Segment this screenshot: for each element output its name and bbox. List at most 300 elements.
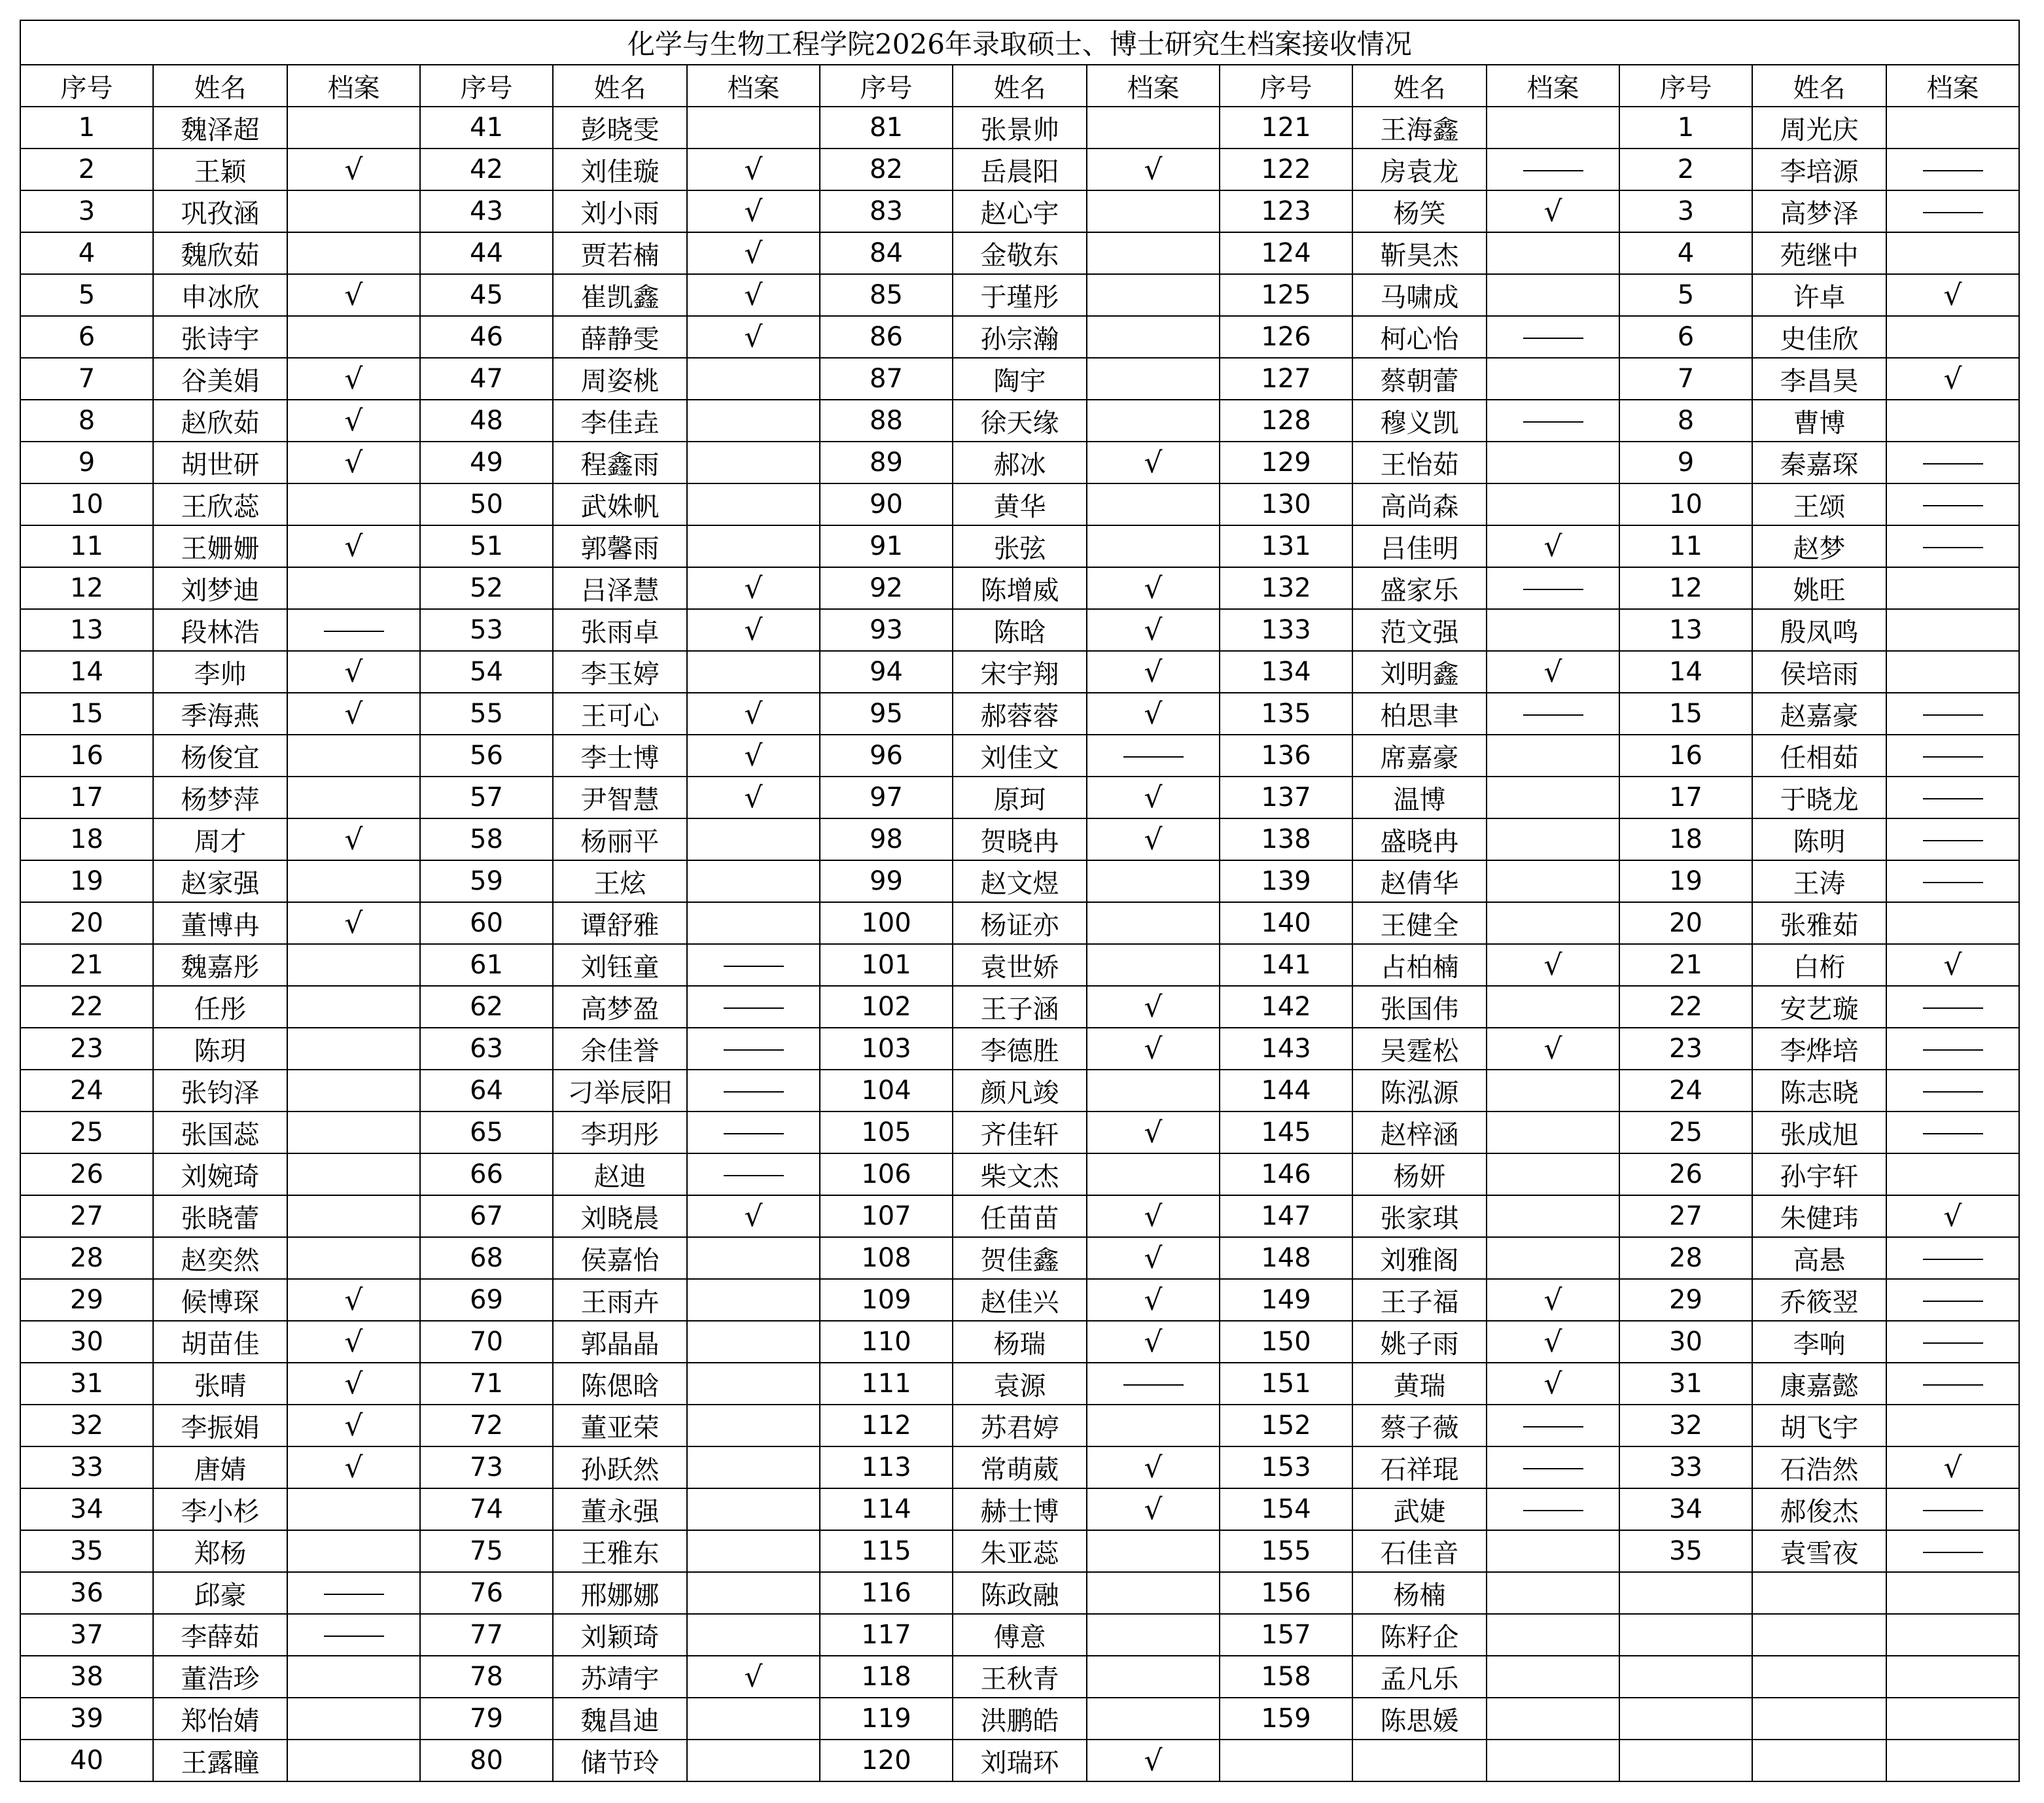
student-name: 赵梦: [1752, 525, 1886, 567]
student-name: 陈思媛: [1352, 1698, 1487, 1740]
row-index: 8: [20, 400, 153, 442]
student-name: 曹博: [1752, 400, 1886, 442]
row-index: 5: [20, 274, 153, 316]
student-name: 刘佳璇: [553, 149, 687, 190]
not-received-dash: [1123, 1384, 1184, 1386]
student-name: 郝冰: [953, 442, 1087, 483]
row-index: 24: [1619, 1070, 1752, 1112]
row-index: 71: [420, 1363, 553, 1405]
student-name: 苏靖宇: [553, 1656, 687, 1698]
archive-status: [287, 693, 420, 735]
student-name: 蔡朝蕾: [1352, 358, 1487, 400]
archive-status: [1087, 400, 1220, 442]
student-name: 赵倩华: [1352, 860, 1487, 902]
archive-status: [287, 316, 420, 358]
archive-status: [1886, 107, 2019, 149]
row-index: 9: [20, 442, 153, 483]
archive-table-sheet: [20, 20, 2020, 1782]
archive-status: [687, 400, 820, 442]
row-index: 35: [20, 1530, 153, 1572]
archive-status: [1087, 944, 1220, 986]
archive-status: [687, 232, 820, 274]
student-name: 傅意: [953, 1614, 1087, 1656]
archive-status: [1087, 1405, 1220, 1446]
archive-status: [1886, 1405, 2019, 1446]
not-received-dash: [1923, 1091, 1983, 1093]
student-name: 尹智慧: [553, 777, 687, 818]
row-index: 147: [1220, 1195, 1352, 1237]
table-row: [20, 902, 2019, 944]
row-index: 25: [20, 1112, 153, 1153]
archive-status: [1487, 693, 1619, 735]
archive-status: [1087, 149, 1220, 190]
student-name: 孙宗瀚: [953, 316, 1087, 358]
archive-status: [687, 1279, 820, 1321]
archive-status: [287, 1028, 420, 1070]
row-index: 25: [1619, 1112, 1752, 1153]
student-name: 安艺璇: [1752, 986, 1886, 1028]
archive-status: [1886, 1279, 2019, 1321]
row-index: 32: [20, 1405, 153, 1446]
archive-status: [1087, 1321, 1220, 1363]
row-index: 123: [1220, 190, 1352, 232]
archive-status: [287, 1363, 420, 1405]
student-name: 陈晗: [953, 609, 1087, 651]
student-name: 孙宇轩: [1752, 1153, 1886, 1195]
row-index: 33: [20, 1446, 153, 1488]
archive-status: [687, 651, 820, 693]
row-index: 18: [20, 818, 153, 860]
archive-status: [1087, 1530, 1220, 1572]
student-name: 张国蕊: [153, 1112, 287, 1153]
header-name: 姓名: [1752, 65, 1886, 107]
received-check-icon: √: [1144, 1325, 1163, 1359]
student-name: 黄华: [953, 483, 1087, 525]
row-index: 27: [1619, 1195, 1752, 1237]
table-row: [20, 1070, 2019, 1112]
student-name: 石佳音: [1352, 1530, 1487, 1572]
row-index: 43: [420, 190, 553, 232]
row-index: 141: [1220, 944, 1352, 986]
archive-status: [687, 1614, 820, 1656]
row-index: 124: [1220, 232, 1352, 274]
student-name: 李玥彤: [553, 1112, 687, 1153]
not-received-dash: [1923, 882, 1983, 883]
not-received-dash: [724, 1133, 784, 1134]
archive-status: [287, 442, 420, 483]
archive-status: [287, 483, 420, 525]
received-check-icon: √: [344, 655, 363, 689]
student-name: 高梦泽: [1752, 190, 1886, 232]
not-received-dash: [324, 1636, 384, 1637]
received-check-icon: √: [344, 1283, 363, 1317]
archive-status: [1886, 860, 2019, 902]
row-index: 115: [820, 1530, 953, 1572]
student-name: 张家琪: [1352, 1195, 1487, 1237]
not-received-dash: [1923, 840, 1983, 841]
student-name: 李昌昊: [1752, 358, 1886, 400]
row-index: 27: [20, 1195, 153, 1237]
student-name: 孟凡乐: [1352, 1656, 1487, 1698]
archive-status: [1886, 986, 2019, 1028]
not-received-dash: [1923, 1049, 1983, 1051]
row-index: 140: [1220, 902, 1352, 944]
archive-status: [1087, 1279, 1220, 1321]
received-check-icon: √: [744, 1199, 763, 1233]
archive-status: [1487, 567, 1619, 609]
archive-status: [287, 986, 420, 1028]
received-check-icon: √: [1543, 1325, 1562, 1359]
table-row: [20, 316, 2019, 358]
archive-status: [287, 1656, 420, 1698]
student-name: 陈明: [1752, 818, 1886, 860]
student-name: 洪鹏皓: [953, 1698, 1087, 1740]
table-row: [20, 483, 2019, 525]
student-name: 范文强: [1352, 609, 1487, 651]
archive-status: [287, 149, 420, 190]
archive-status: [687, 735, 820, 777]
row-index: 41: [420, 107, 553, 149]
student-name: 任彤: [153, 986, 287, 1028]
row-index: 111: [820, 1363, 953, 1405]
archive-status: [1487, 274, 1619, 316]
row-index: 114: [820, 1488, 953, 1530]
received-check-icon: √: [344, 278, 363, 312]
archive-status: [287, 1112, 420, 1153]
received-check-icon: √: [1144, 990, 1163, 1024]
archive-status: [1487, 1405, 1619, 1446]
row-index: 23: [1619, 1028, 1752, 1070]
student-name: 张雨卓: [553, 609, 687, 651]
archive-status: [1087, 818, 1220, 860]
row-index: 150: [1220, 1321, 1352, 1363]
received-check-icon: √: [1144, 571, 1163, 605]
student-name: 李培源: [1752, 149, 1886, 190]
archive-status: [687, 1530, 820, 1572]
row-index: 31: [20, 1363, 153, 1405]
row-index: 49: [420, 442, 553, 483]
archive-status: [1886, 693, 2019, 735]
header-row: [20, 65, 2019, 107]
row-index: 17: [20, 777, 153, 818]
student-name: 吕泽慧: [553, 567, 687, 609]
student-name: 张弦: [953, 525, 1087, 567]
student-name: 李小杉: [153, 1488, 287, 1530]
received-check-icon: √: [744, 278, 763, 312]
student-name: 贾若楠: [553, 232, 687, 274]
row-index: 19: [20, 860, 153, 902]
student-name: 齐佳轩: [953, 1112, 1087, 1153]
archive-status: [687, 693, 820, 735]
archive-status: [287, 735, 420, 777]
student-name: 袁源: [953, 1363, 1087, 1405]
row-index: 148: [1220, 1237, 1352, 1279]
student-name: 邢娜娜: [553, 1572, 687, 1614]
table-row: [20, 1488, 2019, 1530]
student-name: 陶宇: [953, 358, 1087, 400]
archive-status: [1487, 525, 1619, 567]
received-check-icon: √: [1144, 1199, 1163, 1233]
row-index: 46: [420, 316, 553, 358]
archive-status: [1087, 1488, 1220, 1530]
archive-status: [287, 400, 420, 442]
row-index: 11: [20, 525, 153, 567]
archive-status: [687, 944, 820, 986]
archive-status: [287, 1237, 420, 1279]
row-index: 7: [20, 358, 153, 400]
archive-status: [1886, 1028, 2019, 1070]
archive-status: [287, 1698, 420, 1740]
row-index: 54: [420, 651, 553, 693]
student-name: 刁举辰阳: [553, 1070, 687, 1112]
student-name: 王涛: [1752, 860, 1886, 902]
archive-status: [287, 1405, 420, 1446]
archive-status: [1087, 442, 1220, 483]
row-index: 70: [420, 1321, 553, 1363]
archive-status: [687, 860, 820, 902]
received-check-icon: √: [1943, 1450, 1962, 1484]
archive-status: [687, 1656, 820, 1698]
row-index: 3: [1619, 190, 1752, 232]
received-check-icon: √: [344, 697, 363, 731]
table-row: [20, 1698, 2019, 1740]
table-body: [20, 107, 2019, 1781]
archive-status: [1087, 1153, 1220, 1195]
row-index: 48: [420, 400, 553, 442]
student-name: 薛静雯: [553, 316, 687, 358]
row-index: 67: [420, 1195, 553, 1237]
received-check-icon: √: [1543, 194, 1562, 228]
header-name: 姓名: [953, 65, 1087, 107]
row-index: 21: [1619, 944, 1752, 986]
student-name: 魏泽超: [153, 107, 287, 149]
row-index: 11: [1619, 525, 1752, 567]
received-check-icon: √: [1543, 655, 1562, 689]
row-index: 94: [820, 651, 953, 693]
not-received-dash: [1923, 1007, 1983, 1009]
row-index: 77: [420, 1614, 553, 1656]
student-name: 李烨培: [1752, 1028, 1886, 1070]
table-row: [20, 1237, 2019, 1279]
student-name: 吴霆松: [1352, 1028, 1487, 1070]
archive-status: [1886, 1656, 2019, 1698]
student-name: 董永强: [553, 1488, 687, 1530]
row-index: 154: [1220, 1488, 1352, 1530]
not-received-dash: [1523, 170, 1583, 171]
header-index: 序号: [1619, 65, 1752, 107]
table-row: [20, 400, 2019, 442]
archive-status: [287, 1279, 420, 1321]
row-index: 55: [420, 693, 553, 735]
header-file: 档案: [287, 65, 420, 107]
archive-status: [1487, 358, 1619, 400]
archive-status: [287, 190, 420, 232]
row-index: 17: [1619, 777, 1752, 818]
table-row: [20, 149, 2019, 190]
student-name: 殷凤鸣: [1752, 609, 1886, 651]
row-index: 92: [820, 567, 953, 609]
student-name: 袁雪夜: [1752, 1530, 1886, 1572]
archive-status: [1087, 777, 1220, 818]
student-name: 赵嘉豪: [1752, 693, 1886, 735]
student-name: 杨妍: [1352, 1153, 1487, 1195]
student-name: 李薛茹: [153, 1614, 287, 1656]
student-name: 郭晶晶: [553, 1321, 687, 1363]
table-row: [20, 818, 2019, 860]
header-name: 姓名: [153, 65, 287, 107]
student-name: 高梦盈: [553, 986, 687, 1028]
table-row: [20, 1321, 2019, 1363]
archive-status: [1487, 777, 1619, 818]
row-index: 34: [20, 1488, 153, 1530]
not-received-dash: [724, 1175, 784, 1176]
archive-status: [1886, 1572, 2019, 1614]
row-index: 155: [1220, 1530, 1352, 1572]
archive-status: [287, 274, 420, 316]
row-index: 112: [820, 1405, 953, 1446]
row-index: 30: [1619, 1321, 1752, 1363]
not-received-dash: [724, 1007, 784, 1009]
row-index: 86: [820, 316, 953, 358]
archive-status: [1886, 609, 2019, 651]
archive-status: [287, 651, 420, 693]
archive-status: [687, 567, 820, 609]
archive-status: [1886, 1195, 2019, 1237]
student-name: 胡苗佳: [153, 1321, 287, 1363]
archive-status: [687, 1488, 820, 1530]
header-file: 档案: [687, 65, 820, 107]
student-name: 刘小雨: [553, 190, 687, 232]
student-name: 董亚荣: [553, 1405, 687, 1446]
table-row: [20, 1279, 2019, 1321]
row-index: 75: [420, 1530, 553, 1572]
student-name: 赵心宇: [953, 190, 1087, 232]
table-row: [20, 1195, 2019, 1237]
received-check-icon: √: [344, 152, 363, 186]
student-name: 武婕: [1352, 1488, 1487, 1530]
archive-status: [1487, 1446, 1619, 1488]
received-check-icon: √: [1543, 1367, 1562, 1401]
header-file: 档案: [1487, 65, 1619, 107]
archive-status: [1487, 735, 1619, 777]
row-index: 37: [20, 1614, 153, 1656]
row-index: 90: [820, 483, 953, 525]
student-name: 谷美娟: [153, 358, 287, 400]
student-name: 刘梦迪: [153, 567, 287, 609]
archive-status: [1487, 1195, 1619, 1237]
not-received-dash: [1923, 1342, 1983, 1344]
student-name: 朱健玮: [1752, 1195, 1886, 1237]
table-row: [20, 442, 2019, 483]
student-name: 刘佳文: [953, 735, 1087, 777]
student-name: [1752, 1740, 1886, 1781]
received-check-icon: √: [744, 194, 763, 228]
archive-status: [1487, 232, 1619, 274]
row-index: 118: [820, 1656, 953, 1698]
archive-status: [1087, 860, 1220, 902]
student-name: 盛家乐: [1352, 567, 1487, 609]
archive-status: [687, 274, 820, 316]
archive-status: [1487, 986, 1619, 1028]
row-index: 93: [820, 609, 953, 651]
student-name: 姚子雨: [1352, 1321, 1487, 1363]
not-received-dash: [1923, 1259, 1983, 1260]
not-received-dash: [1923, 1133, 1983, 1134]
student-name: 王雅东: [553, 1530, 687, 1572]
not-received-dash: [1923, 505, 1983, 506]
row-index: 7: [1619, 358, 1752, 400]
student-name: 赵奕然: [153, 1237, 287, 1279]
archive-status: [287, 1446, 420, 1488]
row-index: 64: [420, 1070, 553, 1112]
archive-status: [1487, 902, 1619, 944]
archive-status: [287, 777, 420, 818]
received-check-icon: √: [1943, 362, 1962, 396]
student-name: 岳晨阳: [953, 149, 1087, 190]
row-index: 3: [20, 190, 153, 232]
not-received-dash: [1923, 212, 1983, 213]
table-row: [20, 525, 2019, 567]
archive-status: [287, 1488, 420, 1530]
archive-status: [1087, 986, 1220, 1028]
row-index: 128: [1220, 400, 1352, 442]
row-index: 57: [420, 777, 553, 818]
not-received-dash: [1523, 1510, 1583, 1511]
student-name: 王欣蕊: [153, 483, 287, 525]
row-index: 44: [420, 232, 553, 274]
not-received-dash: [724, 1091, 784, 1093]
student-name: [1752, 1656, 1886, 1698]
student-name: 张晴: [153, 1363, 287, 1405]
student-name: 赵梓涵: [1352, 1112, 1487, 1153]
row-index: 96: [820, 735, 953, 777]
row-index: 146: [1220, 1153, 1352, 1195]
student-name: 贺佳鑫: [953, 1237, 1087, 1279]
row-index: 88: [820, 400, 953, 442]
student-name: 杨瑞: [953, 1321, 1087, 1363]
archive-status: [287, 107, 420, 149]
row-index: 158: [1220, 1656, 1352, 1698]
archive-status: [687, 525, 820, 567]
archive-status: [287, 902, 420, 944]
row-index: 2: [1619, 149, 1752, 190]
student-name: 颜凡竣: [953, 1070, 1087, 1112]
archive-status: [1487, 1279, 1619, 1321]
table-row: [20, 1572, 2019, 1614]
student-name: 金敬东: [953, 232, 1087, 274]
student-name: 赵家强: [153, 860, 287, 902]
received-check-icon: √: [1144, 1450, 1163, 1484]
student-name: 段林浩: [153, 609, 287, 651]
received-check-icon: √: [344, 1450, 363, 1484]
student-name: 原珂: [953, 777, 1087, 818]
row-index: 95: [820, 693, 953, 735]
archive-status: [1087, 525, 1220, 567]
table-row: [20, 1363, 2019, 1405]
row-index: 74: [420, 1488, 553, 1530]
row-index: 66: [420, 1153, 553, 1195]
row-index: 113: [820, 1446, 953, 1488]
received-check-icon: √: [1144, 822, 1163, 856]
received-check-icon: √: [344, 822, 363, 856]
row-index: 145: [1220, 1112, 1352, 1153]
student-name: 史佳欣: [1752, 316, 1886, 358]
archive-status: [1087, 316, 1220, 358]
row-index: 110: [820, 1321, 953, 1363]
student-name: [1752, 1572, 1886, 1614]
archive-status: [1487, 1572, 1619, 1614]
student-name: 李士博: [553, 735, 687, 777]
